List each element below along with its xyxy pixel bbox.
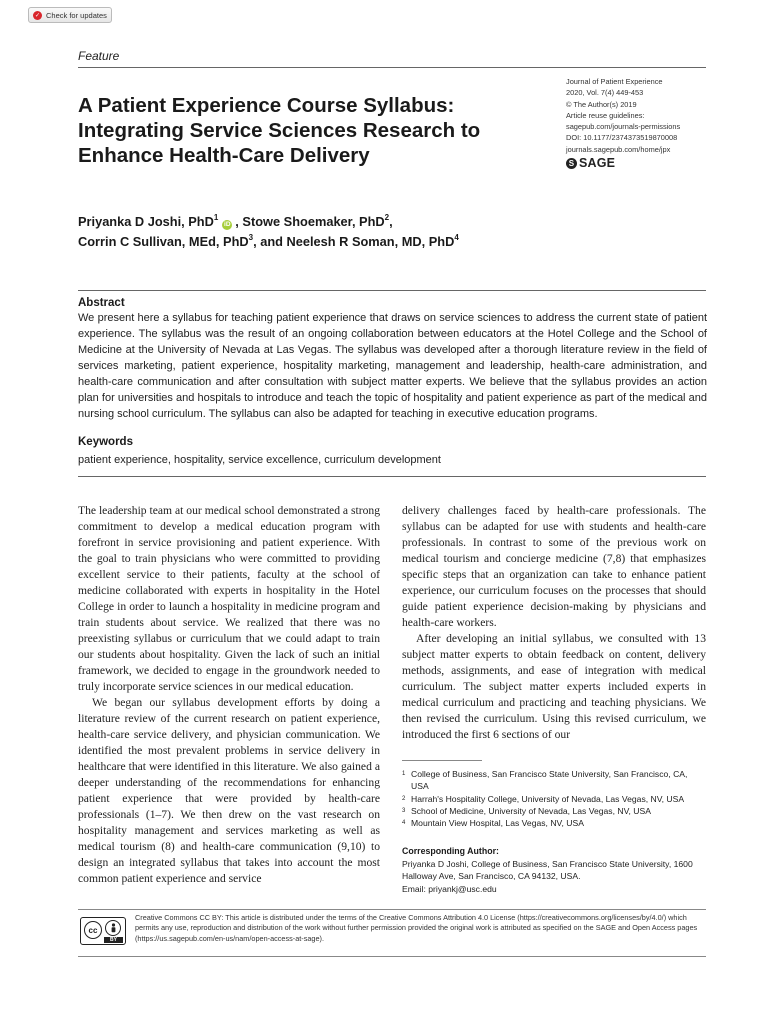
section-label: Feature xyxy=(78,49,120,63)
affiliation-item: 2 Harrah's Hospitality College, University of Nevada, Las Vegas, NV, USA xyxy=(402,793,685,804)
affiliation-item: 1 College of Business, San Francisco State University, San Francisco, CA, USA xyxy=(402,769,688,792)
article-title: A Patient Experience Course Syllabus: Integrating Service Sciences Research to Enhance Health-Care Delivery xyxy=(78,94,481,167)
affiliation-item: 3 School of Medicine, University of Nevada, Las Vegas, NV, USA xyxy=(402,805,651,816)
journal-meta-doi[interactable]: DOI: 10.1177/2374373519870008 xyxy=(566,133,678,143)
keywords-heading: Keywords xyxy=(78,436,133,448)
corresponding-line: Priyanka D Joshi, College of Business, San Francisco State University, 1600 xyxy=(402,859,693,869)
corresponding-email[interactable]: Email: priyankj@usc.edu xyxy=(402,883,497,894)
corresponding-line: Halloway Ave, San Francisco, CA 94132, USA. xyxy=(402,871,581,882)
body-paragraph: After developing an initial syllabus, we consulted with 13 subject matter experts to obtain feedback on content, delivery methods, assignments, and ease of integration with medical curriculum. The subject matter experts included experts in medical curriculum and practicing and teaching physicians. We then revised the curriculum. Using this revised curriculum, we introduced the first 6 sections of our xyxy=(402,632,706,741)
journal-meta-line: Journal of Patient Experience xyxy=(566,77,663,86)
author-name: Priyanka D Joshi, PhD xyxy=(78,214,214,229)
journal-meta-line: © The Author(s) 2019 xyxy=(566,99,637,109)
journal-meta xyxy=(566,76,716,155)
keywords-text: patient experience, hospitality, service excellence, curriculum development xyxy=(78,454,441,466)
corresponding-author-details xyxy=(402,858,706,895)
footnote-rule xyxy=(402,760,482,761)
author-affiliation-mark: 1 xyxy=(213,213,219,222)
license-text: Creative Commons CC BY: This article is distributed under the terms of the Creative Commons Attribution 4.0 License (https://creativecommons.org/licenses/by/4.0/) which permits any use, reproduction and distribution of the work without further permission provided the original work is attributed as specified on the SAGE and Open Access pages (https://us.sagepub.com/en-us/nam/open-access-at-sage). xyxy=(135,913,698,943)
body-column-right xyxy=(402,503,706,743)
attribution-person-icon xyxy=(105,920,121,936)
author-name: Neelesh R Soman, MD, PhD xyxy=(286,234,455,249)
affiliations xyxy=(402,768,706,829)
check-updates-icon: ✓ xyxy=(34,12,41,19)
abstract-rule xyxy=(78,290,706,291)
sage-logo-icon: S xyxy=(566,158,577,169)
orcid-icon[interactable]: iD xyxy=(224,221,231,228)
corresponding-author-heading: Corresponding Author: xyxy=(402,846,499,856)
journal-meta-line: Article reuse guidelines: xyxy=(566,110,645,120)
check-for-updates-button[interactable] xyxy=(28,7,112,23)
abstract-heading: Abstract xyxy=(78,297,125,309)
body-paragraph: delivery challenges faced by health-care professionals. The syllabus can be adapted for use with students and health-care professionals. In contrast to some of the previous work on medical tourism and concierge medicine (7,8) that emphasizes specific steps that an organization can take to enhance patient experience, our curriculum focuses on the processes that should guide patient experience decision-making by physicians and health-care workers. xyxy=(402,504,706,629)
journal-meta-link[interactable]: journals.sagepub.com/home/jpx xyxy=(566,144,671,154)
body-paragraph: We began our syllabus development efforts by doing a literature review of the current research on patient experience, health-care service delivery, and physician communication. We identified the most prevalent problems in service delivery in healthcare that were identified in this literature. We also gained a deeper understanding of the recommendations for enhancing patient experience that were provided by health-care professionals (1–7). We then drew on the vast research on hospitality management and services marketing as well as medical tourism (8) and health-care communication (9,10) to design an integrated syllabus that takes into account the most common patient experience and service xyxy=(78,696,380,885)
journal-meta-link[interactable]: sagepub.com/journals-permissions xyxy=(566,122,681,132)
affiliation-item: 4 Mountain View Hospital, Las Vegas, NV, USA xyxy=(402,818,584,829)
publisher-logo xyxy=(566,156,615,170)
check-updates-label: Check for updates xyxy=(46,10,107,20)
cc-by-badge[interactable] xyxy=(80,917,126,945)
cc-icon: cc xyxy=(84,921,102,939)
author-name: Stowe Shoemaker, PhD xyxy=(242,214,385,229)
body-column-left xyxy=(78,503,380,887)
abstract-text: We present here a syllabus for teaching patient experience that draws on service sciences to address the current state of patient experience. The syllabus was the result of an ongoing collaboration between educators at the Hotel College and the School of Medicine at the University of Nevada at Las Vegas. The syllabus was developed after a thorough literature review in the field of services marketing, patient experience, hospitality marketing, management and leadership, health-care administration, and health-care communication and after consultation with subject matter experts. We believe that the syllabus provides an action plan for universities and hospitals to introduce and teach the topic of hospitality and patient experience as part of the medical and nursing school curriculum. The syllabus can also be adapted for teaching in executive education programs. xyxy=(78,312,707,420)
body-paragraph: The leadership team at our medical school demonstrated a strong commitment to develop a medical education program with forefront in service provisioning and patient experience. With the goal to train physicians who were committed to providing excellent service to their patients, faculty at the school of medicine collaborated with experts in hospitality in the Hotel College in order to launch a hospitality in medicine program and train students about service. We realized that there was no preexisting syllabus or curriculum that we could adapt to train our students about hospitality. Given the lack of such an initial framework, we decided to engage in the groundwork needed to truly incorporate service sciences in our medical education. xyxy=(78,504,380,693)
author-list: Priyanka D Joshi, PhD$^1$iD , Stowe Shoemaker, PhD$^2$, Corrin C Sullivan, MEd, PhD$^3$, and Neelesh R Soman, MD, PhD$^4$ xyxy=(78,213,459,249)
author-name: Corrin C Sullivan, MEd, PhD xyxy=(78,234,249,249)
header-rule xyxy=(78,67,706,68)
author-affiliation-mark: 2 xyxy=(384,213,390,222)
journal-meta-line: 2020, Vol. 7(4) 449-453 xyxy=(566,88,644,98)
keywords-rule xyxy=(78,476,706,477)
author-affiliation-mark: 4 xyxy=(454,233,459,242)
publisher-name: SAGE xyxy=(579,156,616,170)
by-label: BY xyxy=(104,937,123,943)
author-affiliation-mark: 3 xyxy=(248,233,254,242)
